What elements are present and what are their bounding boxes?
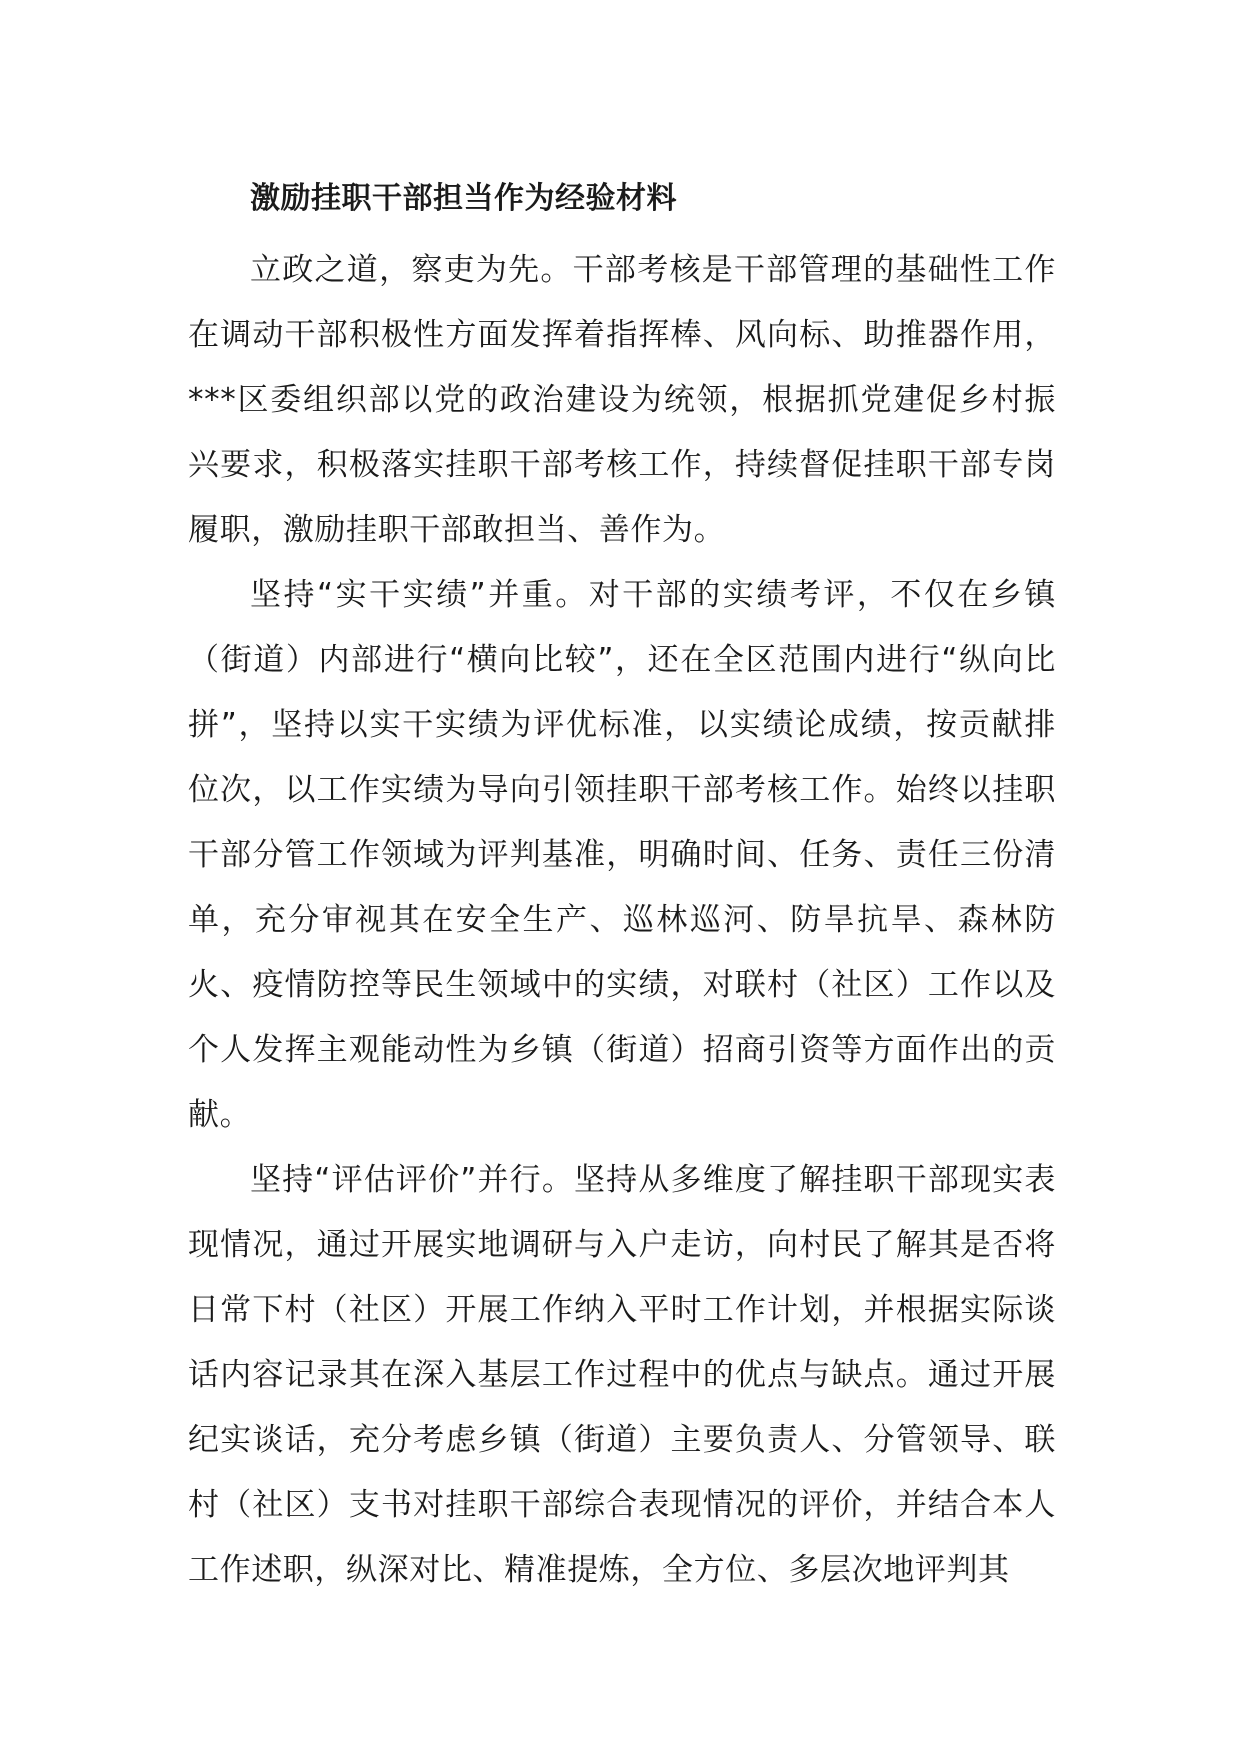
document-title: 激励挂职干部担当作为经验材料	[250, 181, 677, 216]
paragraph-intro: 立政之道，察吏为先。干部考核是干部管理的基础性工作在调动干部积极性方面发挥着指挥棒、风向标、助推器作用，***区委组织部以党的政治建设为统领，根据抓党建促乡村振兴要求，积极落实挂职干部考核工作，持续督促挂职干部专岗履职，激励挂职干部敢担当、善作为。	[188, 252, 1056, 548]
document-page	[188, 168, 1056, 1603]
paragraph-evaluation: 坚持“评估评价”并行。坚持从多维度了解挂职干部现实表现情况，通过开展实地调研与入户走访，向村民了解其是否将日常下村（社区）开展工作纳入平时工作计划，并根据实际谈话内容记录其在深入基层工作过程中的优点与缺点。通过开展纪实谈话，充分考虑乡镇（街道）主要负责人、分管领导、联村（社区）支书对挂职干部综合表现情况的评价，并结合本人工作述职，纵深对比、精准提炼，全方位、多层次地评判其	[188, 1162, 1056, 1588]
paragraph-performance: 坚持“实干实绩”并重。对干部的实绩考评，不仅在乡镇（街道）内部进行“横向比较”，还在全区范围内进行“纵向比拼”，坚持以实干实绩为评优标准，以实绩论成绩，按贡献排位次，以工作实绩为导向引领挂职干部考核工作。始终以挂职干部分管工作领域为评判基准，明确时间、任务、责任三份清单，充分审视其在安全生产、巡林巡河、防旱抗旱、森林防火、疫情防控等民生领域中的实绩，对联村（社区）工作以及个人发挥主观能动性为乡镇（街道）招商引资等方面作出的贡献。	[188, 577, 1056, 1133]
